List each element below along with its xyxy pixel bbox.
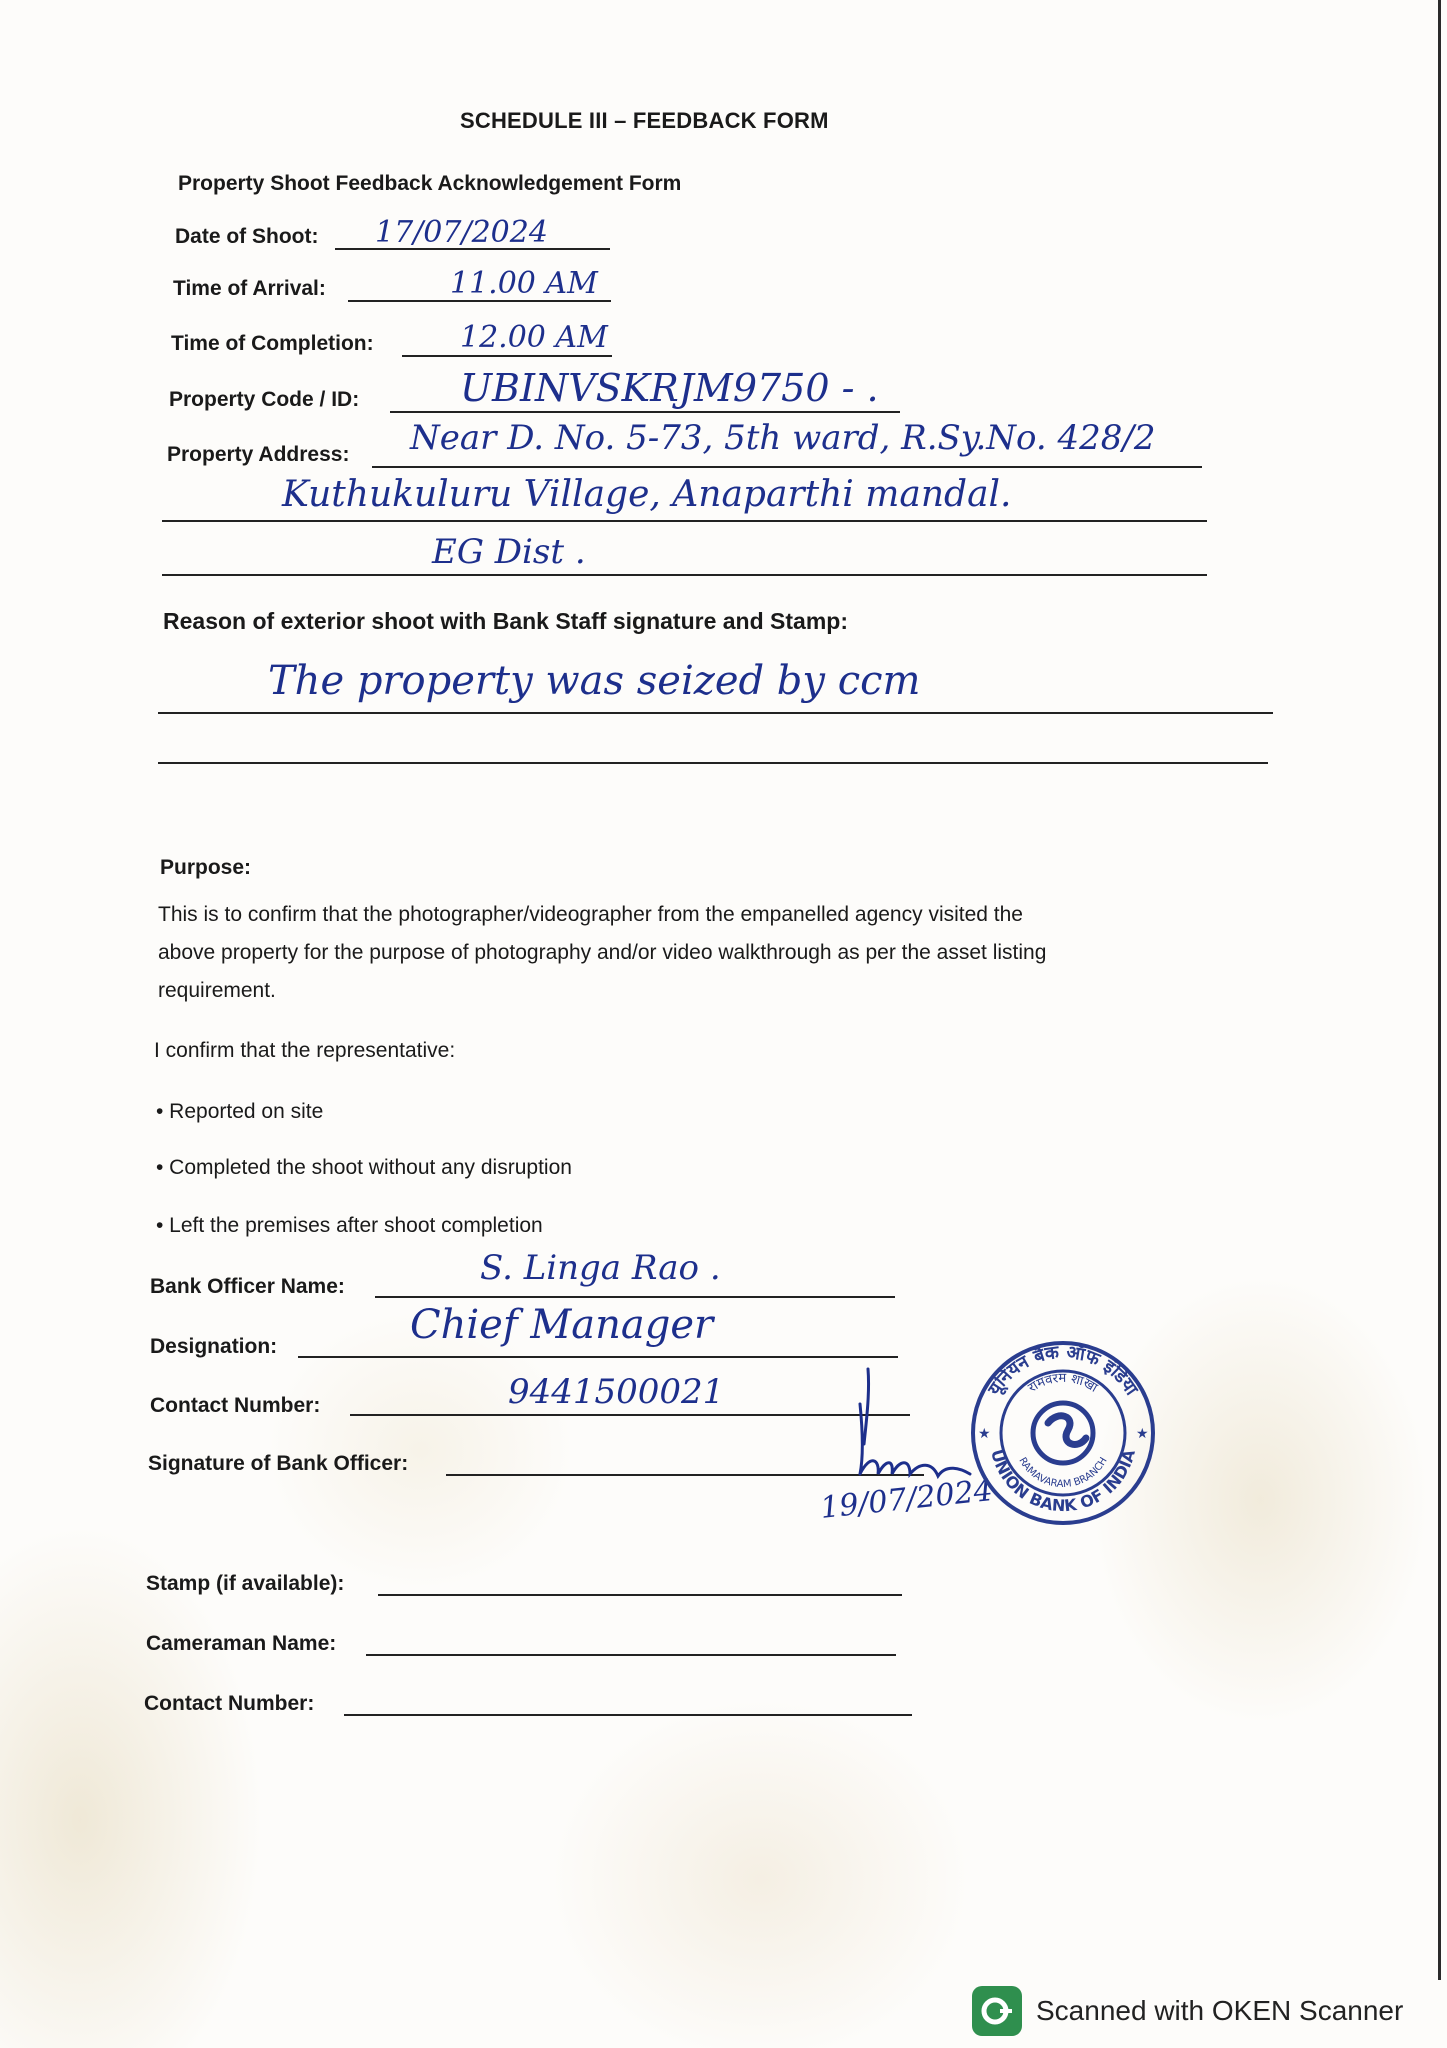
date-of-shoot-label: Date of Shoot:: [175, 225, 319, 248]
property-code-line: [390, 411, 900, 413]
reason-value: The property was seized by ccm: [268, 658, 921, 704]
bullet-completed: • Completed the shoot without any disruption: [156, 1156, 572, 1179]
cameraman-contact-line: [344, 1714, 912, 1716]
designation-line: [298, 1356, 898, 1358]
purpose-line-1: This is to confirm that the photographer/videographer from the empanelled agency visited the: [158, 903, 1023, 926]
property-address-value-2: Kuthukuluru Village, Anaparthi mandal.: [282, 474, 1012, 515]
cameraman-contact-label: Contact Number:: [144, 1692, 315, 1715]
stamp-english-text: UNION BANK OF INDIA: [987, 1447, 1139, 1516]
form-subtitle: Property Shoot Feedback Acknowledgement Form: [178, 172, 682, 195]
scanner-logo-icon: [972, 1986, 1022, 2036]
time-of-completion-line: [402, 355, 612, 357]
contact-number-value: 9441500021: [508, 1372, 725, 1412]
property-code-label: Property Code / ID:: [169, 388, 360, 411]
officer-name-line: [375, 1296, 895, 1298]
signature-label: Signature of Bank Officer:: [148, 1452, 409, 1475]
stamp-label: Stamp (if available):: [146, 1572, 345, 1595]
time-of-arrival-value: 11.00 AM: [450, 266, 598, 301]
stamp-branch-english: RAMAVARAM BRANCH: [1016, 1455, 1110, 1491]
time-of-arrival-label: Time of Arrival:: [173, 277, 326, 300]
property-address-value-3: EG Dist .: [432, 532, 586, 572]
cameraman-name-line: [366, 1654, 896, 1656]
property-code-value: UBINVSKRJM9750 - .: [460, 366, 879, 410]
designation-label: Designation:: [150, 1335, 278, 1358]
svg-text:★: ★: [978, 1425, 991, 1441]
confirm-text: I confirm that the representative:: [154, 1039, 456, 1062]
form-title: SCHEDULE III – FEEDBACK FORM: [460, 108, 829, 133]
time-of-completion-label: Time of Completion:: [171, 332, 374, 355]
stamp-branch-hindi: रामवरम शाखा: [1025, 1370, 1100, 1396]
stamp-line: [378, 1594, 902, 1596]
bullet-reported: • Reported on site: [156, 1100, 324, 1123]
purpose-line-3: requirement.: [158, 979, 276, 1002]
purpose-heading: Purpose:: [160, 856, 252, 879]
cameraman-name-label: Cameraman Name:: [146, 1632, 337, 1655]
signature-date: 19/07/2024: [818, 1473, 995, 1526]
property-address-label: Property Address:: [167, 443, 350, 466]
property-address-value-1: Near D. No. 5-73, 5th ward, R.Sy.No. 428/2: [410, 418, 1156, 458]
svg-text:रामवरम शाखा: [1026, 1371, 1101, 1396]
designation-value: Chief Manager: [410, 1302, 714, 1348]
reason-line-2: [158, 762, 1268, 764]
page-edge: [1438, 0, 1441, 1980]
stamp-hindi-text: यूनियन बैंक ऑफ इंडिया: [983, 1341, 1142, 1400]
date-of-shoot-value: 17/07/2024: [375, 215, 548, 250]
scanner-watermark: [972, 1986, 1403, 2036]
reason-label: Reason of exterior shoot with Bank Staff signature and Stamp:: [163, 608, 848, 634]
scanner-text: Scanned with OKEN Scanner: [1036, 1995, 1404, 2026]
property-address-line-1: [372, 466, 1202, 468]
reason-line-1: [158, 712, 1273, 714]
officer-name-value: S. Linga Rao .: [480, 1248, 721, 1288]
bank-stamp-seal: [968, 1338, 1158, 1528]
property-address-line-3: [162, 574, 1207, 576]
purpose-line-2: above property for the purpose of photography and/or video walkthrough as per the asset listing: [158, 941, 1047, 964]
contact-number-label: Contact Number:: [150, 1394, 321, 1417]
officer-name-label: Bank Officer Name:: [150, 1275, 345, 1298]
time-of-completion-value: 12.00 AM: [460, 320, 608, 355]
bullet-left: • Left the premises after shoot completion: [156, 1214, 543, 1237]
property-address-line-2: [162, 520, 1207, 522]
svg-text:★: ★: [1136, 1425, 1149, 1441]
